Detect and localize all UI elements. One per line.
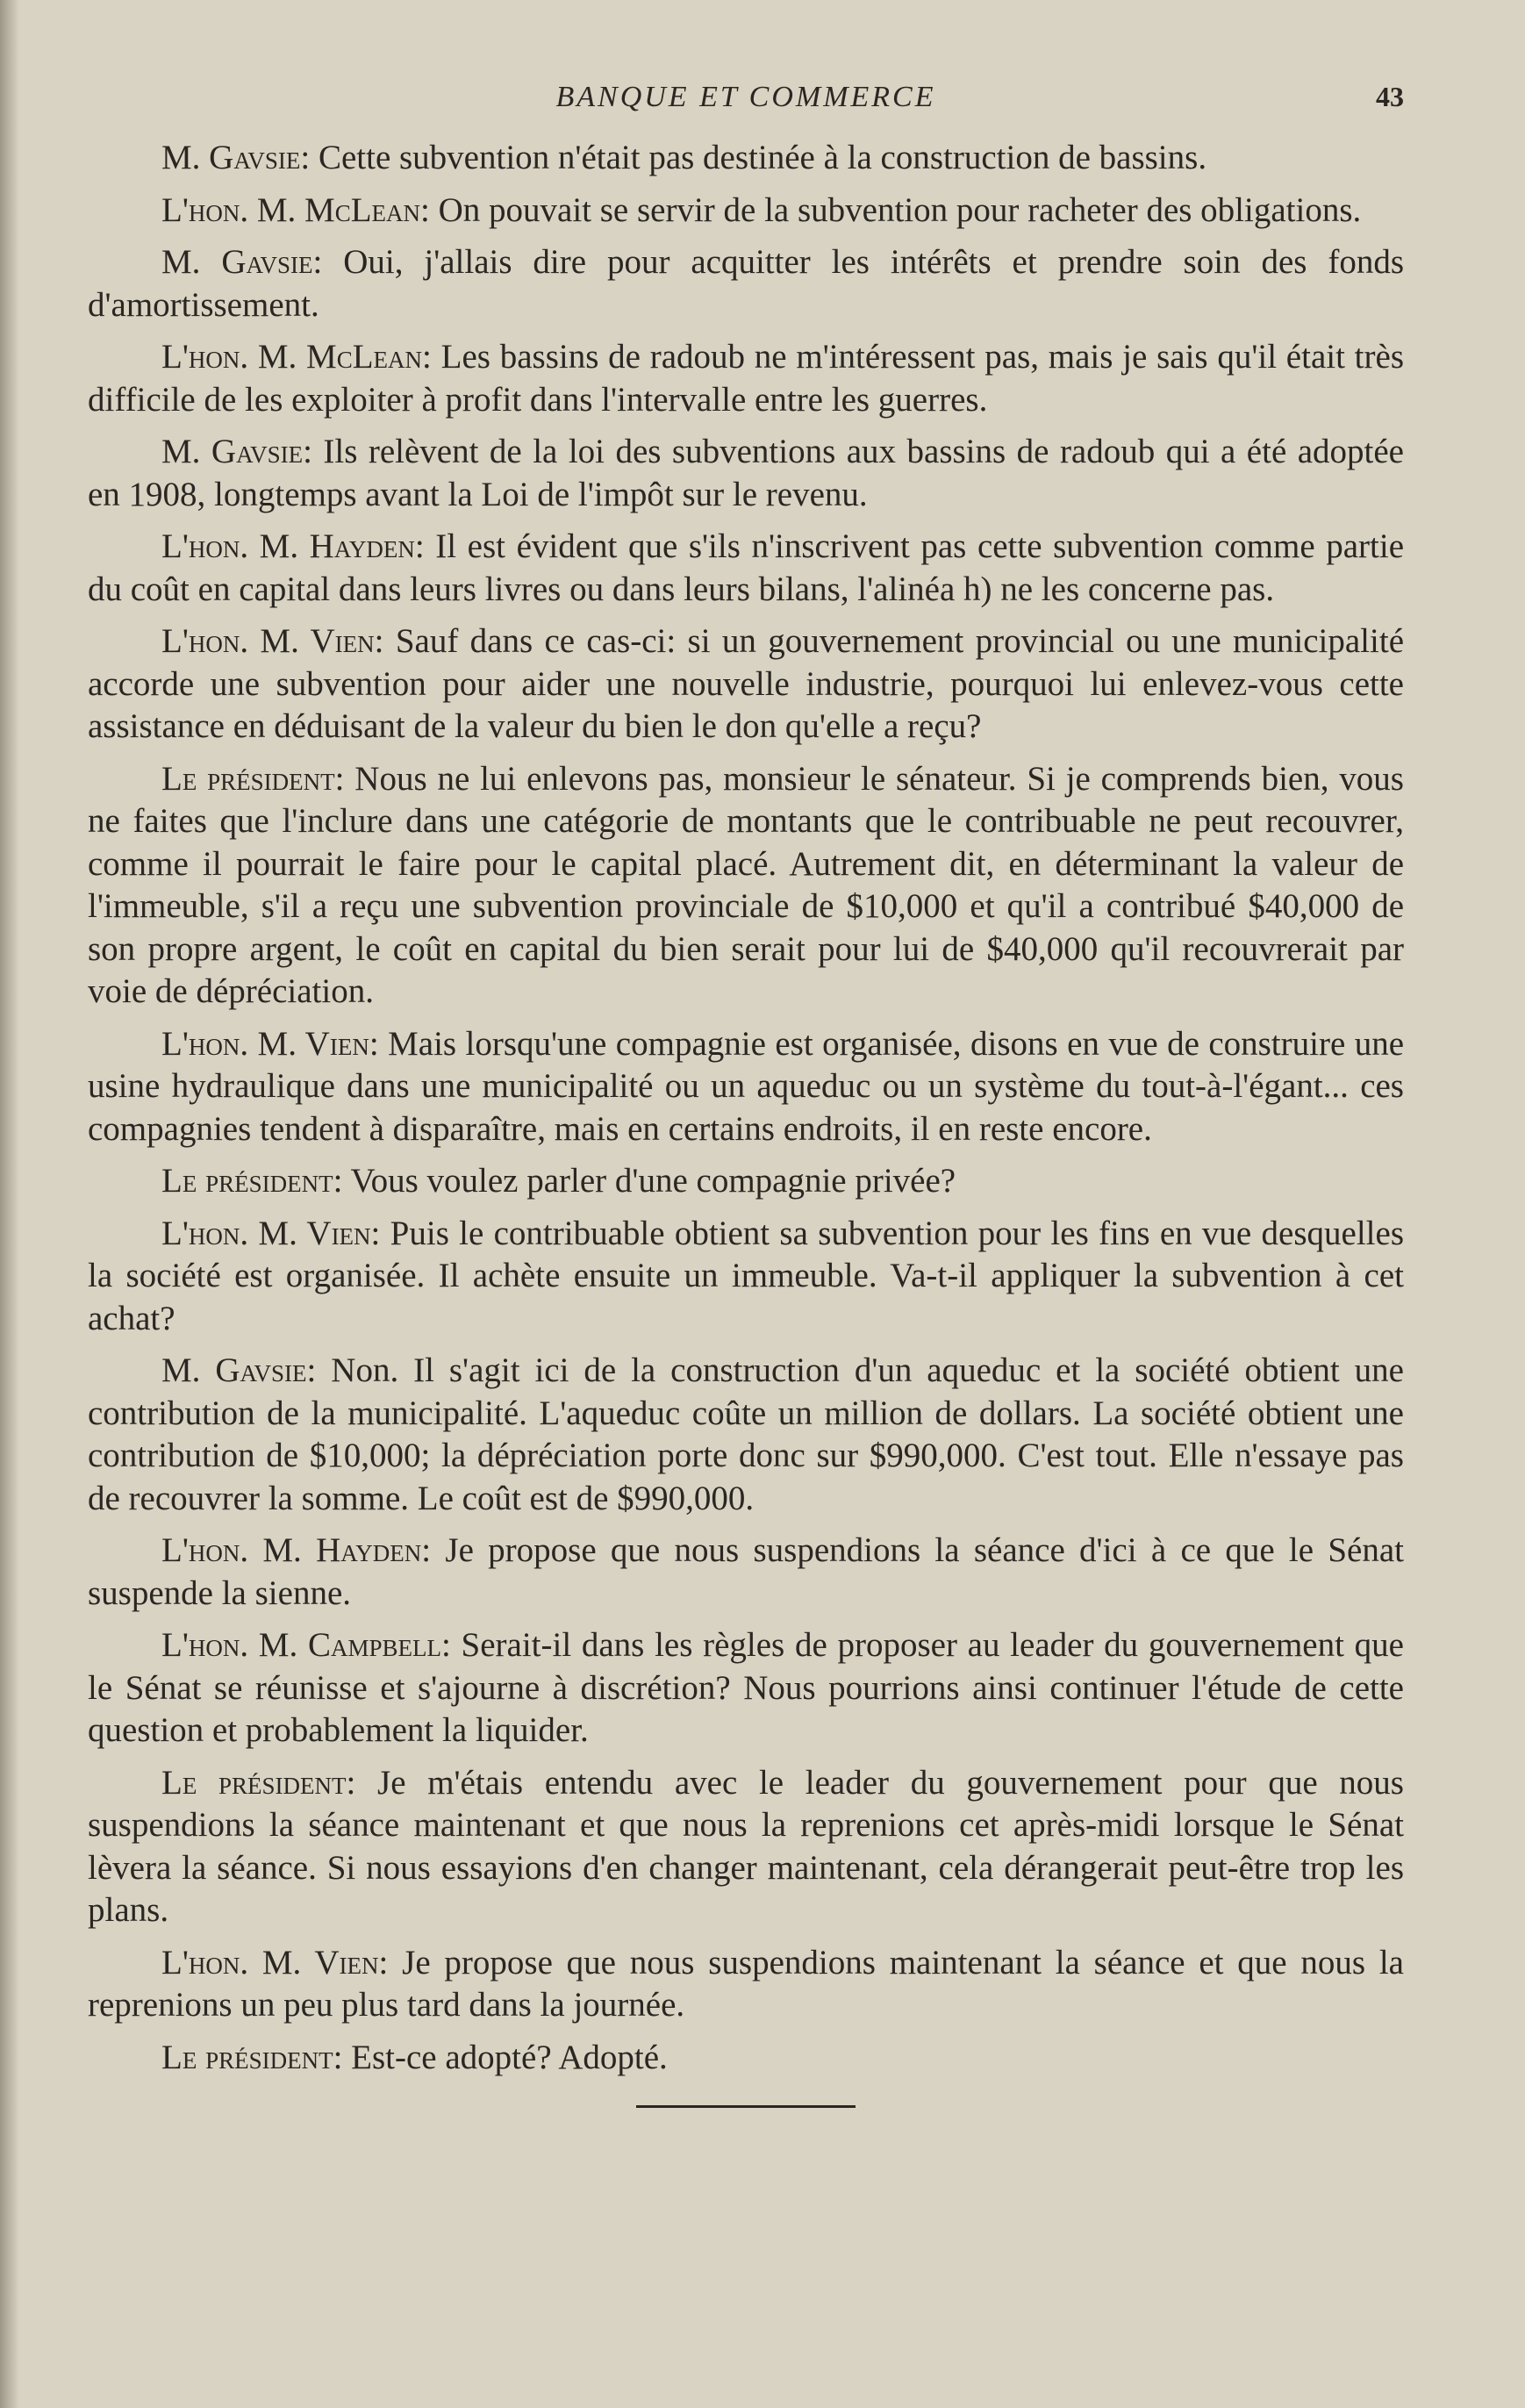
speech-text: Nous ne lui enlevons pas, monsieur le sénateur. Si je comprends bien, vous ne faites que l'inclure dans une catégorie de montants que le contribuable ne peut recouvrer, comme il pourrait le faire pour le capital placé. Autrement dit, en déterminant la valeur de l'immeuble, s'il a reçu une subvention provinciale de $10,000 et qu'il a contribué $40,000 de son propre argent, le coût en capital du bien serait pour lui de $40,000 qu'il recouvrerait par voie de dépréciation. (88, 759, 1404, 1010)
page-number: 43 (1376, 81, 1404, 112)
speech-text: Ils relèvent de la loi des subventions aux bassins de radoub qui a été adoptée en 1908, longtemps avant la Loi de l'impôt sur le revenu. (88, 433, 1404, 513)
paragraph (88, 1350, 1404, 1520)
speaker-name: M. Gavsie: (161, 243, 323, 281)
speech-text: Il est évident que s'ils n'inscrivent pas cette subvention comme partie du coût en capital dans leurs livres ou dans leurs bilans, l'alinéa h) ne les concerne pas. (88, 527, 1405, 608)
speaker-name: M. Gavsie: (161, 1351, 317, 1389)
paragraph (88, 526, 1404, 611)
speech-text: On pouvait se servir de la subvention pour racheter des obligations. (429, 190, 1362, 229)
speaker-name: Le président: (161, 1162, 343, 1200)
speaker-name: Le président: (161, 1763, 356, 1802)
speaker-name: L'hon. M. Vien: (161, 1943, 389, 1982)
speech-text: Je m'étais entendu avec le leader du gouvernement pour que nous suspendions la séance maintenant et que nous la reprenions cet après-midi lorsque le Sénat lèvera la séance. Si nous essayions d'en changer maintenant, cela dérangerait peut-être trop les plans. (88, 1763, 1404, 1929)
speech-text: Je propose que nous suspendions maintenant la séance et que nous la reprenions un peu plus tard dans la journée. (88, 1943, 1404, 2024)
page-header (88, 81, 1404, 137)
paragraph (88, 1624, 1404, 1752)
speech-text: Sauf dans ce cas-ci: si un gouvernement provincial ou une municipalité accorde une subvention pour aider une nouvelle industrie, pourquoi lui enlevez-vous cette assistance en déduisant de la valeur du bien le don qu'elle a reçu? (88, 622, 1405, 745)
paragraph (88, 758, 1404, 1014)
paragraph (88, 336, 1404, 421)
speaker-name: L'hon. M. Campbell: (161, 1626, 451, 1664)
paragraph (88, 137, 1404, 180)
speech-text: Vous voulez parler d'une compagnie privée? (342, 1162, 956, 1200)
paragraph (88, 1530, 1404, 1615)
paragraph (88, 620, 1404, 749)
speaker-name: L'hon. M. Hayden: (161, 527, 425, 565)
speech-text: Je propose que nous suspendions la séance d'ici à ce que le Sénat suspende la sienne. (88, 1531, 1405, 1612)
speech-text: Non. Il s'agit ici de la construction d'un aqueduc et la société obtient une contribution de la municipalité. L'aqueduc coûte un million de dollars. La société obtient une contribution de $10,000; la dépréciation porte donc sur $990,000. C'est tout. Elle n'essaye pas de recouvrer la somme. Le coût est de $990,000. (88, 1351, 1404, 1517)
paragraph (88, 2037, 1404, 2080)
paragraph (88, 1160, 1404, 1203)
paragraph (88, 241, 1404, 326)
speaker-name: M. Gavsie: (161, 433, 312, 470)
paragraph (88, 1942, 1404, 2027)
speaker-name: L'hon. M. Vien: (161, 1214, 381, 1252)
speech-text: Serait-il dans les règles de proposer au leader du gouvernement que le Sénat se réunisse et s'ajourne à discrétion? Nous pourrions ainsi continuer l'étude de cette question et probablement la liquider. (88, 1626, 1404, 1749)
paragraph (88, 1023, 1404, 1151)
paragraph (88, 190, 1404, 233)
document-page (88, 81, 1404, 2108)
paragraph (88, 1762, 1404, 1932)
closing-rule (636, 2105, 856, 2108)
speaker-name: L'hon. M. Vien: (161, 622, 384, 660)
speech-text: Est-ce adopté? Adopté. (342, 2038, 668, 2076)
speech-text: Cette subvention n'était pas destinée à la construction de bassins. (310, 139, 1207, 176)
running-title: BANQUE ET COMMERCE (555, 81, 936, 113)
transcript-body (88, 137, 1404, 2079)
speech-text: Puis le contribuable obtient sa subvention pour les fins en vue desquelles la société est organisée. Il achète ensuite un immeuble. Va-t-il appliquer la subvention à cet achat? (88, 1214, 1404, 1337)
speaker-name: Le président: (161, 759, 345, 798)
speaker-name: L'hon. M. McLean: (161, 338, 432, 376)
speaker-name: L'hon. M. Vien: (161, 1024, 379, 1063)
book-spine-shadow (0, 0, 19, 2408)
paragraph (88, 431, 1404, 516)
speech-text: Oui, j'allais dire pour acquitter les intérêts et prendre soin des fonds d'amortissement. (88, 243, 1404, 324)
speaker-name: Le président: (161, 2038, 343, 2076)
speaker-name: L'hon. M. McLean: (161, 190, 430, 229)
speaker-name: L'hon. M. Hayden: (161, 1531, 432, 1569)
speaker-name: M. Gavsie: (161, 139, 311, 176)
paragraph (88, 1213, 1404, 1341)
speech-text: Mais lorsqu'une compagnie est organisée, disons en vue de construire une usine hydraulique dans une municipalité ou un aqueduc ou un système du tout-à-l'égant... ces compagnies tendent à disparaître, mais en certains endroits, il en reste encore. (88, 1024, 1405, 1148)
speech-text: Les bassins de radoub ne m'intéressent pas, mais je sais qu'il était très difficile de les exploiter à profit dans l'intervalle entre les guerres. (88, 338, 1404, 419)
